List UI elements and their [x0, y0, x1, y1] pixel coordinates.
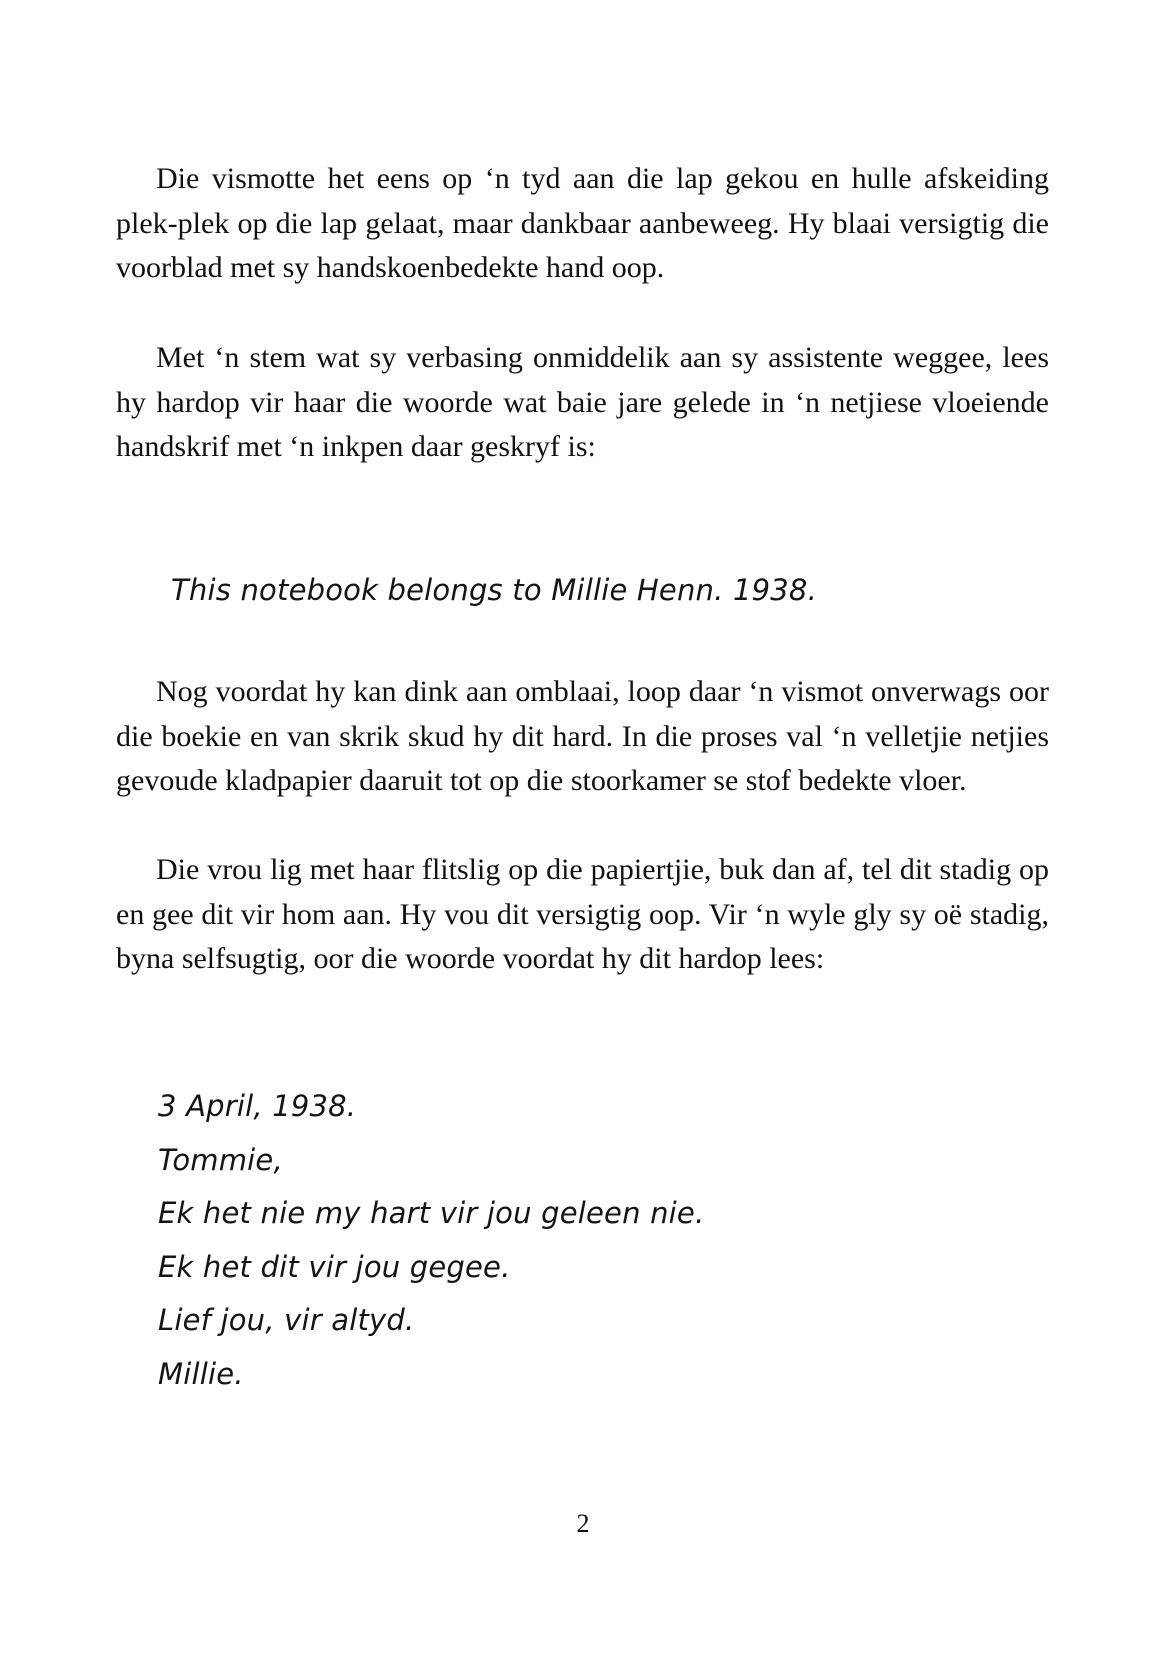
letter-salutation: Tommie,	[158, 1142, 283, 1177]
body-paragraph: Die vrou lig met haar flitslig op die papiertjie, buk dan af, tel dit stadig op en gee dit vir hom aan. Hy vou dit versigtig oop. Vir ‘n wyle gly sy oë stadig, byna selfsugtig, oor die woorde voordat hy dit hardop lees:	[116, 853, 1049, 975]
letter-line: Ek het nie my hart vir jou geleen nie.	[158, 1196, 705, 1230]
body-paragraph: Nog voordat hy kan dink aan omblaai, loop daar ‘n vismot onverwags oor die boekie en van skrik skud hy dit hard. In die proses val ‘n velletjie netjies gevoude kladpapier daaruit tot op die stoorkamer se stof bedekte vloer.	[116, 675, 1049, 797]
page-number: 2	[576, 1509, 590, 1538]
letter-signature: Millie.	[158, 1356, 244, 1391]
handwritten-letter	[158, 1080, 704, 1401]
letter-line: Ek het dit vir jou gegee.	[158, 1249, 511, 1284]
handwritten-inscription: This notebook belongs to Millie Henn. 1938.	[171, 573, 817, 607]
body-paragraph: Die vismotte het eens op ‘n tyd aan die lap gekou en hulle afskeiding plek-plek op die lap gelaat, maar dankbaar aanbeweeg. Hy blaai versigtig die voorblad met sy handskoenbedekte hand oop.	[116, 162, 1049, 284]
letter-closing: Lief jou, vir altyd.	[158, 1303, 415, 1337]
body-paragraph: Met ‘n stem wat sy verbasing onmiddelik aan sy assistente weggee, lees hy hardop vir haar die woorde wat baie jare gelede in ‘n netjiese vloeiende handskrif met ‘n inkpen daar geskryf is:	[116, 341, 1049, 463]
letter-date: 3 April, 1938.	[158, 1089, 357, 1123]
